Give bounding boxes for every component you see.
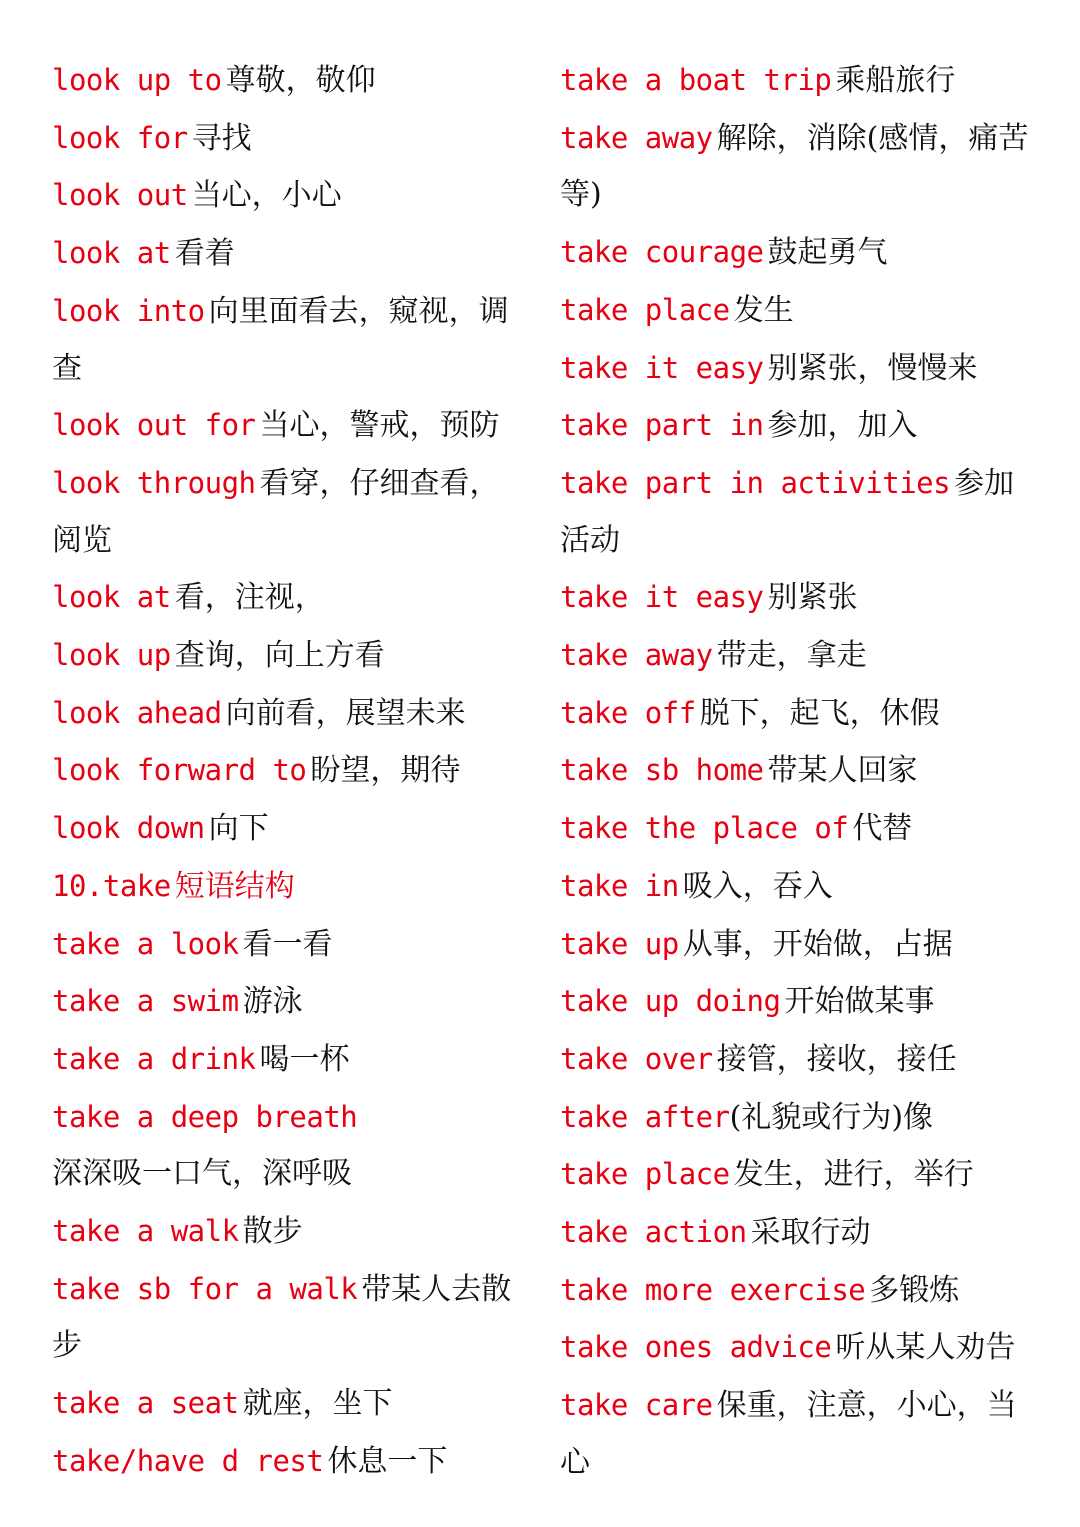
chinese-meaning: 发生: [733, 292, 794, 328]
phrase-entry: [560, 52, 1030, 110]
chinese-meaning: 参加活动: [560, 465, 1015, 558]
phrase-entry: [560, 569, 1030, 627]
chinese-meaning: 代替: [852, 811, 913, 847]
phrase-entry: [560, 1262, 1030, 1320]
chinese-meaning: 带某人去散步: [52, 1271, 512, 1364]
phrase-entry: [560, 110, 1030, 224]
english-phrase: take place: [560, 1157, 730, 1192]
phrase-entry: [560, 1031, 1030, 1089]
phrase-entry: [52, 1433, 522, 1491]
english-phrase: look down: [52, 811, 205, 846]
phrase-entry: [560, 1146, 1030, 1204]
english-phrase: take ones advice: [560, 1330, 832, 1365]
chinese-meaning: 查询，向上方看: [174, 638, 385, 674]
phrase-entry: [52, 110, 522, 168]
chinese-meaning: 带走，拿走: [716, 638, 867, 674]
phrase-entry: [52, 800, 522, 858]
section-heading: [52, 858, 522, 916]
english-phrase: take off: [560, 695, 696, 730]
phrase-entry: [560, 455, 1030, 569]
english-phrase: look up to: [52, 63, 222, 97]
chinese-meaning: 乘船旅行: [835, 63, 956, 98]
chinese-meaning: 看一看: [242, 926, 333, 962]
chinese-meaning: 保重，注意，小心，当心: [560, 1388, 1017, 1480]
chinese-meaning: 就座，坐下: [242, 1386, 393, 1422]
phrase-entry: [560, 340, 1030, 398]
phrase-entry: [52, 52, 522, 110]
chinese-meaning: 解除，消除(感情，痛苦等): [560, 120, 1029, 213]
english-phrase: take a look: [52, 926, 239, 961]
chinese-meaning: 从事，开始做，占据: [682, 926, 953, 962]
phrase-entry: [560, 973, 1030, 1031]
chinese-meaning: 看着: [174, 236, 235, 272]
phrase-entry: [52, 1375, 522, 1433]
chinese-meaning: 看穿，仔细查看，阅览: [52, 465, 500, 558]
phrase-entry: [560, 1204, 1030, 1262]
english-phrase: take sb for a walk: [52, 1271, 358, 1306]
english-phrase: take away: [560, 638, 713, 673]
section-title: 短语结构: [174, 868, 295, 904]
phrase-entry: [560, 397, 1030, 455]
chinese-meaning: 开始做某事: [784, 984, 935, 1020]
english-phrase: take a swim: [52, 984, 239, 1019]
english-phrase: take away: [560, 120, 713, 155]
phrase-entry: [560, 1319, 1030, 1377]
english-phrase: take/have d rest: [52, 1443, 324, 1478]
chinese-meaning: 发生，进行，举行: [733, 1157, 974, 1193]
phrase-entry: [52, 225, 522, 283]
phrase-entry: [560, 224, 1030, 282]
english-phrase: take a seat: [52, 1386, 239, 1421]
english-phrase: look at: [52, 236, 171, 271]
chinese-meaning: 向下: [208, 811, 269, 847]
phrase-entry: [52, 397, 522, 455]
chinese-meaning: 看，注视，: [174, 580, 325, 616]
english-phrase: take over: [560, 1041, 713, 1076]
chinese-meaning: 深深吸一口气，深呼吸: [52, 1156, 352, 1192]
phrase-entry: [52, 973, 522, 1031]
phrase-entry: [52, 742, 522, 800]
phrase-entry: [52, 1261, 522, 1375]
english-phrase: take place: [560, 292, 730, 327]
chinese-meaning: 盼望，期待: [310, 753, 461, 789]
english-phrase: look up: [52, 638, 171, 673]
english-phrase: take up doing: [560, 984, 781, 1019]
phrase-entry: [52, 455, 522, 569]
english-phrase: take care: [560, 1388, 713, 1423]
chinese-meaning: 喝一杯: [259, 1041, 350, 1077]
english-phrase: look ahead: [52, 695, 222, 730]
chinese-meaning: 采取行动: [750, 1215, 871, 1251]
phrase-entry: [560, 627, 1030, 685]
phrase-entry: [52, 685, 522, 743]
english-phrase: take in: [560, 868, 679, 903]
english-phrase: take it easy: [560, 350, 764, 385]
english-phrase: take after: [560, 1099, 730, 1134]
chinese-meaning: 散步: [242, 1214, 303, 1250]
chinese-meaning: 脱下，起飞，休假: [699, 695, 940, 731]
chinese-meaning: 向里面看去，窥视，调查: [52, 293, 509, 386]
phrase-entry: [560, 282, 1030, 340]
chinese-meaning: 当心，小心: [191, 178, 342, 214]
english-phrase: take more exercise: [560, 1272, 866, 1307]
right-column: [560, 52, 1030, 1492]
english-phrase: look for: [52, 120, 188, 155]
chinese-meaning: (礼貌或行为)像: [729, 1099, 934, 1135]
english-phrase: take a deep breath: [52, 1099, 358, 1134]
chinese-meaning: 多锻炼: [869, 1272, 960, 1308]
chinese-meaning: 尊敬，敬仰: [225, 63, 376, 98]
phrase-entry: [560, 742, 1030, 800]
english-phrase: take courage: [560, 235, 764, 270]
phrase-entry: [52, 569, 522, 627]
english-phrase: look out: [52, 178, 188, 213]
chinese-meaning: 向前看，展望未来: [225, 695, 466, 731]
phrase-entry: [560, 800, 1030, 858]
english-phrase: take sb home: [560, 753, 764, 788]
chinese-meaning: 参加，加入: [767, 408, 918, 444]
left-column: [52, 52, 522, 1491]
chinese-meaning: 鼓起勇气: [767, 235, 888, 271]
phrase-entry: [52, 1203, 522, 1261]
phrase-entry: [560, 916, 1030, 974]
english-phrase: look at: [52, 580, 171, 615]
chinese-meaning: 听从某人劝告: [835, 1330, 1016, 1366]
chinese-meaning: 接管，接收，接任: [716, 1041, 957, 1077]
phrase-entry: [52, 916, 522, 974]
english-phrase: take part in activities: [560, 465, 951, 500]
english-phrase: take the place of: [560, 811, 849, 846]
chinese-meaning: 游泳: [242, 984, 303, 1020]
english-phrase: take it easy: [560, 580, 764, 615]
phrase-entry: [560, 1377, 1030, 1491]
section-number: 10.take: [52, 868, 171, 903]
chinese-meaning: 带某人回家: [767, 753, 918, 789]
english-phrase: take a boat trip: [560, 63, 832, 97]
phrase-entry: [52, 167, 522, 225]
chinese-meaning: 别紧张: [767, 580, 858, 616]
english-phrase: take a walk: [52, 1214, 239, 1249]
english-phrase: take action: [560, 1215, 747, 1250]
phrase-entry: [560, 1089, 1030, 1147]
phrase-entry: [52, 283, 522, 397]
english-phrase: look forward to: [52, 753, 307, 788]
chinese-meaning: 吸入，吞入: [682, 868, 833, 904]
chinese-meaning: 别紧张，慢慢来: [767, 350, 978, 386]
phrase-entry: [52, 1031, 522, 1089]
english-phrase: look through: [52, 465, 256, 500]
phrase-entry: [52, 627, 522, 685]
english-phrase: take a drink: [52, 1041, 256, 1076]
phrase-entry: [52, 1089, 522, 1203]
english-phrase: look into: [52, 293, 205, 328]
english-phrase: take up: [560, 926, 679, 961]
chinese-meaning: 寻找: [191, 120, 252, 156]
english-phrase: look out for: [52, 408, 256, 443]
phrase-entry: [560, 685, 1030, 743]
english-phrase: take part in: [560, 408, 764, 443]
phrase-entry: [560, 858, 1030, 916]
chinese-meaning: 休息一下: [327, 1443, 448, 1479]
chinese-meaning: 当心，警戒，预防: [259, 408, 500, 444]
